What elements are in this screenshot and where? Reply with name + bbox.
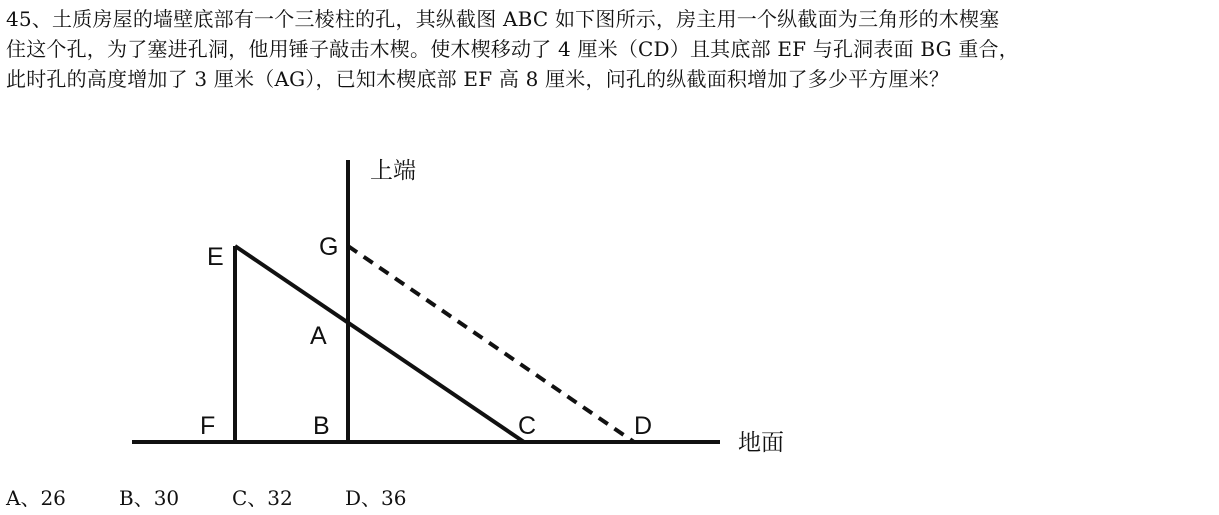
- option-d[interactable]: D、36: [345, 486, 407, 510]
- question-line-1: 45、土质房屋的墙壁底部有一个三棱柱的孔，其纵截图 ABC 如下图所示，房主用一个纵截面为三角形的木楔塞: [6, 7, 1000, 31]
- label-e: E: [207, 243, 224, 271]
- geometry-figure: [0, 150, 830, 470]
- answer-options: [6, 482, 458, 511]
- label-a: A: [310, 322, 327, 350]
- question-text: [6, 4, 1216, 94]
- question-line-2: 住这个孔，为了塞进孔洞，他用锤子敲击木楔。使木楔移动了 4 厘米（CD）且其底部 EF 与孔洞表面 BG 重合，: [6, 37, 1019, 61]
- label-g: G: [319, 233, 339, 261]
- option-b[interactable]: B、30: [119, 486, 180, 510]
- label-ground: 地面: [738, 430, 784, 456]
- label-f: F: [200, 412, 216, 440]
- question-line-3: 此时孔的高度增加了 3 厘米（AG），已知木楔底部 EF 高 8 厘米，问孔的纵截面积增加了多少平方厘米？: [6, 67, 950, 91]
- wedge-edge-ec: [235, 246, 524, 442]
- option-c[interactable]: C、32: [232, 486, 293, 510]
- option-a[interactable]: A、26: [6, 486, 66, 510]
- label-c: C: [518, 412, 537, 440]
- label-top: 上端: [370, 158, 416, 184]
- label-b: B: [313, 412, 330, 440]
- label-d: D: [634, 412, 653, 440]
- dashed-edge-gd: [348, 246, 634, 442]
